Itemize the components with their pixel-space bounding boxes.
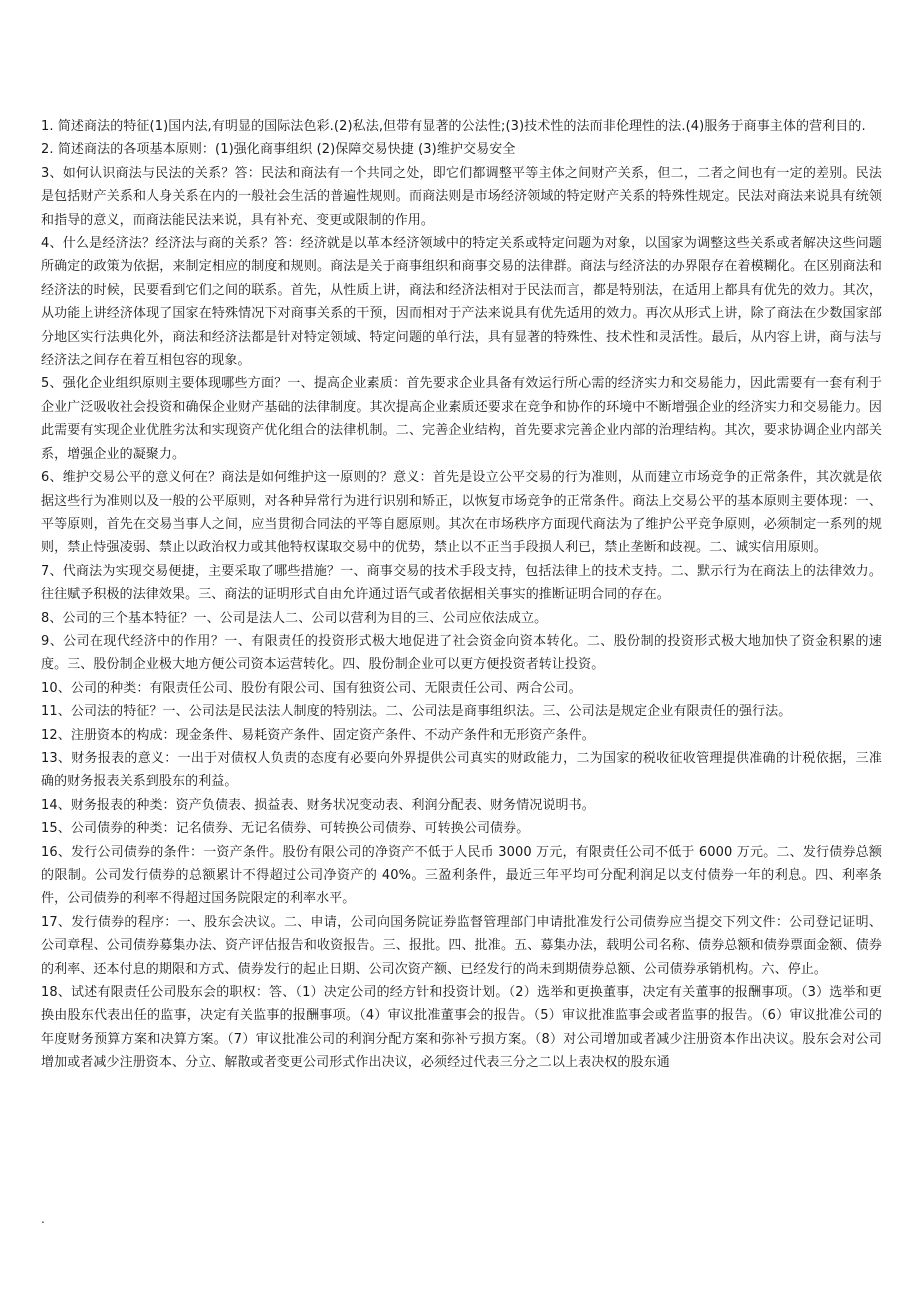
paragraph-4: 4、什么是经济法？经济法与商的关系？答：经济就是以革本经济领域中的特定关系或特定问题为对象，以国家为调整这些关系或者解决这些问题所确定的政策为依据，来制定相应的制度和规则。商法是关于商事组织和商事交易的法律群。商法与经济法的办界限存在着模糊化。在区别商法和经济法的时候，民要看到它们之间的联系。首先，从性质上讲，商法和经济法相对于民法而言，都是特别法，在适用上都具有优先的效力。其次，从功能上讲经济体现了国家在特殊情况下对商事关系的干预，因而相对于产法来说具有优先适用的效力。再次从形式上讲，除了商法在少数国家部分地区实行法典化外，商法和经济法都是针对特定领域、特定问题的单行法，具有显著的特殊性、技术性和灵活性。最后，从内容上讲，商与法与经济法之间存在着互相包容的现象。: [41, 236, 882, 369]
paragraph-2: 2. 简述商法的各项基本原则：(1)强化商事组织 (2)保障交易快捷 (3)维护交易安全: [41, 142, 516, 158]
page-footer-mark: .: [41, 1212, 45, 1226]
paragraph-15: 15、公司债券的种类：记名债券、无记名债券、可转换公司债券、可转换公司债券。: [41, 821, 530, 837]
paragraph-17: 17、发行债券的程序：一、股东会决议。二、申请，公司向国务院证券监督管理部门申请批准发行公司债券应当提交下列文件：公司登记证明、公司章程、公司债券募集办法、资产评估报告和收资报告。三、报批。四、批准。五、募集办法，载明公司名称、债券总额和债券票面金额、债券的利率、还本付息的期限和方式、债券发行的起止日期、公司次资产额、已经发行的尚未到期债券总额、公司债券承销机构。六、停止。: [41, 914, 882, 977]
paragraph-14: 14、财务报表的种类：资产负债表、损益表、财务状况变动表、利润分配表、财务情况说明书。: [41, 797, 595, 813]
paragraph-1: 1. 简述商法的特征(1)国内法,有明显的国际法色彩.(2)私法,但带有显著的公法性;(3)技术性的法而非伦理性的法.(4)服务于商事主体的营利目的.: [41, 119, 866, 134]
paragraph-7: 7、代商法为实现交易便捷，主要采取了哪些措施？一、商事交易的技术手段支持，包括法律上的技术支持。二、默示行为在商法上的法律效力。往往赋予积极的法律效果。三、商法的证明形式自由允许通过语气或者依据相关事实的推断证明合同的存在。: [41, 563, 882, 603]
paragraph-9: 9、公司在现代经济中的作用？一、有限责任的投资形式极大地促进了社会资金向资本转化。二、股份制的投资形式极大地加快了资金积累的速度。三、股份制企业极大地方便公司资本运营转化。四、股份制企业可以更方便投资者转让投资。: [41, 633, 882, 673]
paragraph-13: 13、财务报表的意义：一出于对债权人负责的态度有必要向外界提供公司真实的财政能力，二为国家的税收征收管理提供准确的计税依据，三准确的财务报表关系到股东的利益。: [41, 750, 882, 790]
paragraph-10: 10、公司的种类：有限责任公司、股份有限公司、国有独资公司、无限责任公司、两合公司。: [41, 680, 582, 696]
paragraph-16: 16、发行公司债券的条件：一资产条件。股份有限公司的净资产不低于人民币 3000 万元，有限责任公司不低于 6000 万元。二、发行债券总额的限制。公司发行债券的总额累计不得超过公司净资产的 40%。三盈利条件，最近三年平均可分配利润足以支付债券一年的利息。四、利率条件，公司债券的利率不得超过国务院限定的利率水平。: [41, 844, 882, 907]
paragraph-8: 8、公司的三个基本特征？一、公司是法人二、公司以营利为目的三、公司应依法成立。: [41, 610, 548, 626]
paragraph-5: 5、强化企业组织原则主要体现哪些方面？一、提高企业素质：首先要求企业具备有效运行所心需的经济实力和交易能力，因此需要有一套有利于企业广泛吸收社会投资和确保企业财产基础的法律制度。其次提高企业素质还要求在竞争和协作的环境中不断增强企业的经济实力和交易能力。因此需要有实现企业优胜劣汰和实现资产优化组合的法律机制。二、完善企业结构，首先要求完善企业内部的治理结构。其次，要求协调企业内部关系，增强企业的凝聚力。: [41, 376, 882, 462]
paragraph-6: 6、维护交易公平的意义何在？商法是如何维护这一原则的？意义：首先是设立公平交易的行为准则，从而建立市场竞争的正常条件，其次就是依据这些行为准则以及一般的公平原则，对各种异常行为进行识别和矫正，以恢复市场竞争的正常条件。商法上交易公平的基本原则主要体现：一、平等原则，首先在交易当事人之间，应当贯彻合同法的平等自愿原则。其次在市场秩序方面现代商法为了维护公平竞争原则，必须制定一系列的规则，禁止恃强凌弱、禁止以政治权力或其他特权谋取交易中的优势，禁止以不正当手段损人利已，禁止垄断和歧视。二、诚实信用原则。: [41, 470, 882, 556]
paragraph-12: 12、注册资本的构成：现金条件、易耗资产条件、固定资产条件、不动产条件和无形资产条件。: [41, 727, 595, 743]
paragraph-18: 18、试述有限责任公司股东会的职权：答、（1）决定公司的经方针和投资计划。（2）选举和更换董事，决定有关董事的报酬事项。（3）选举和更换由股东代表出任的监事，决定有关监事的报酬事项。（4）审议批准董事会的报告。（5）审议批准监事会或者监事的报告。（6）审议批准公司的年度财务预算方案和决算方案。（7）审议批准公司的利润分配方案和弥补亏损方案。（8）对公司增加或者减少注册资本作出决议。股东会对公司增加或者减少注册资本、分立、解散或者变更公司形式作出决议，必须经过代表三分之二以上表决权的股东通: [41, 985, 882, 1071]
paragraph-3: 3、如何认识商法与民法的关系？答：民法和商法有一个共同之处，即它们都调整平等主体之间财产关系，但二，二者之间也有一定的差别。民法是包括财产关系和人身关系在内的一般社会生活的普遍性规则。而商法则是市场经济领域的特定财产关系的特殊性规定。民法对商法来说具有统领和指导的意义，而商法能民法来说，具有补充、变更或限制的作用。: [41, 165, 882, 228]
paragraph-11: 11、公司法的特征？一、公司法是民法法人制度的特别法。二、公司法是商事组织法。三、公司法是规定企业有限责任的强行法。: [41, 704, 792, 720]
